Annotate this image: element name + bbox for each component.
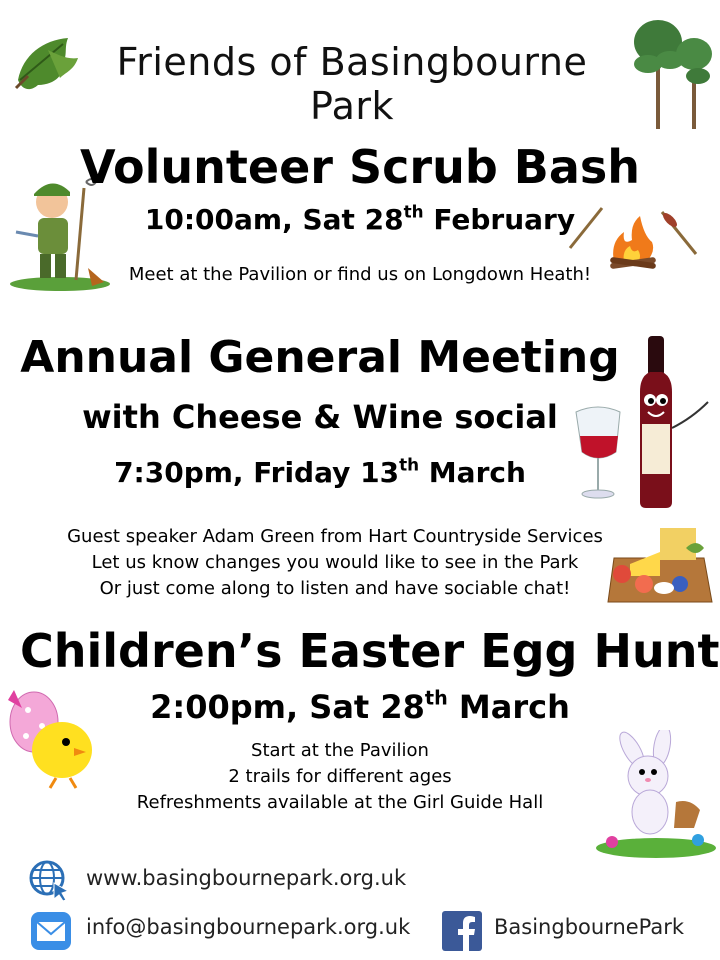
pine-trees-icon: [626, 14, 716, 130]
agm-time-ordinal: th: [399, 454, 420, 475]
scrub-bash-title: Volunteer Scrub Bash: [79, 140, 641, 194]
cheese-board-icon: [600, 518, 718, 612]
envelope-icon: [30, 911, 72, 951]
organisation-title: Friends of Basingbourne Park: [116, 40, 588, 128]
easter-bunny-icon: [592, 730, 718, 860]
easter-detail-line: Refreshments available at the Girl Guide Hall: [136, 792, 544, 813]
easter-details: [80, 738, 600, 816]
agm-time-main: 7:30pm, Friday 13: [114, 456, 400, 489]
agm-title: Annual General Meeting: [20, 332, 620, 383]
wine-bottle-icon: [568, 332, 716, 510]
facebook-icon: [442, 911, 482, 951]
globe-icon: [28, 859, 70, 901]
easter-time-ordinal: th: [424, 686, 448, 710]
scrub-time-ordinal: th: [403, 201, 424, 222]
easter-hunt-title: Children’s Easter Egg Hunt: [20, 624, 720, 678]
agm-time-month: March: [419, 456, 526, 489]
easter-time-month: March: [447, 688, 570, 726]
oak-leaf-icon: [8, 30, 86, 100]
agm-detail-line: Or just come along to listen and have sociable chat!: [99, 578, 571, 599]
agm-subtitle: with Cheese & Wine social: [82, 398, 558, 436]
agm-detail-line: Guest speaker Adam Green from Hart Countryside Services: [67, 526, 603, 547]
easter-hunt-time: [60, 688, 660, 726]
email-link[interactable]: info@basingbournepark.org.uk: [86, 915, 411, 939]
facebook-link[interactable]: BasingbournePark: [494, 915, 685, 939]
scrub-time-month: February: [423, 203, 576, 236]
easter-detail-line: 2 trails for different ages: [228, 766, 452, 787]
website-link[interactable]: www.basingbournepark.org.uk: [86, 866, 407, 890]
agm-detail-line: Let us know changes you would like to see in the Park: [91, 552, 579, 573]
agm-time: [40, 456, 600, 489]
easter-detail-line: Start at the Pavilion: [251, 740, 429, 761]
scrub-bash-note: Meet at the Pavilion or find us on Longdown Heath!: [128, 264, 592, 285]
scrub-time-main: 10:00am, Sat 28: [144, 203, 404, 236]
agm-details: [20, 524, 650, 602]
easter-time-main: 2:00pm, Sat 28: [150, 688, 425, 726]
